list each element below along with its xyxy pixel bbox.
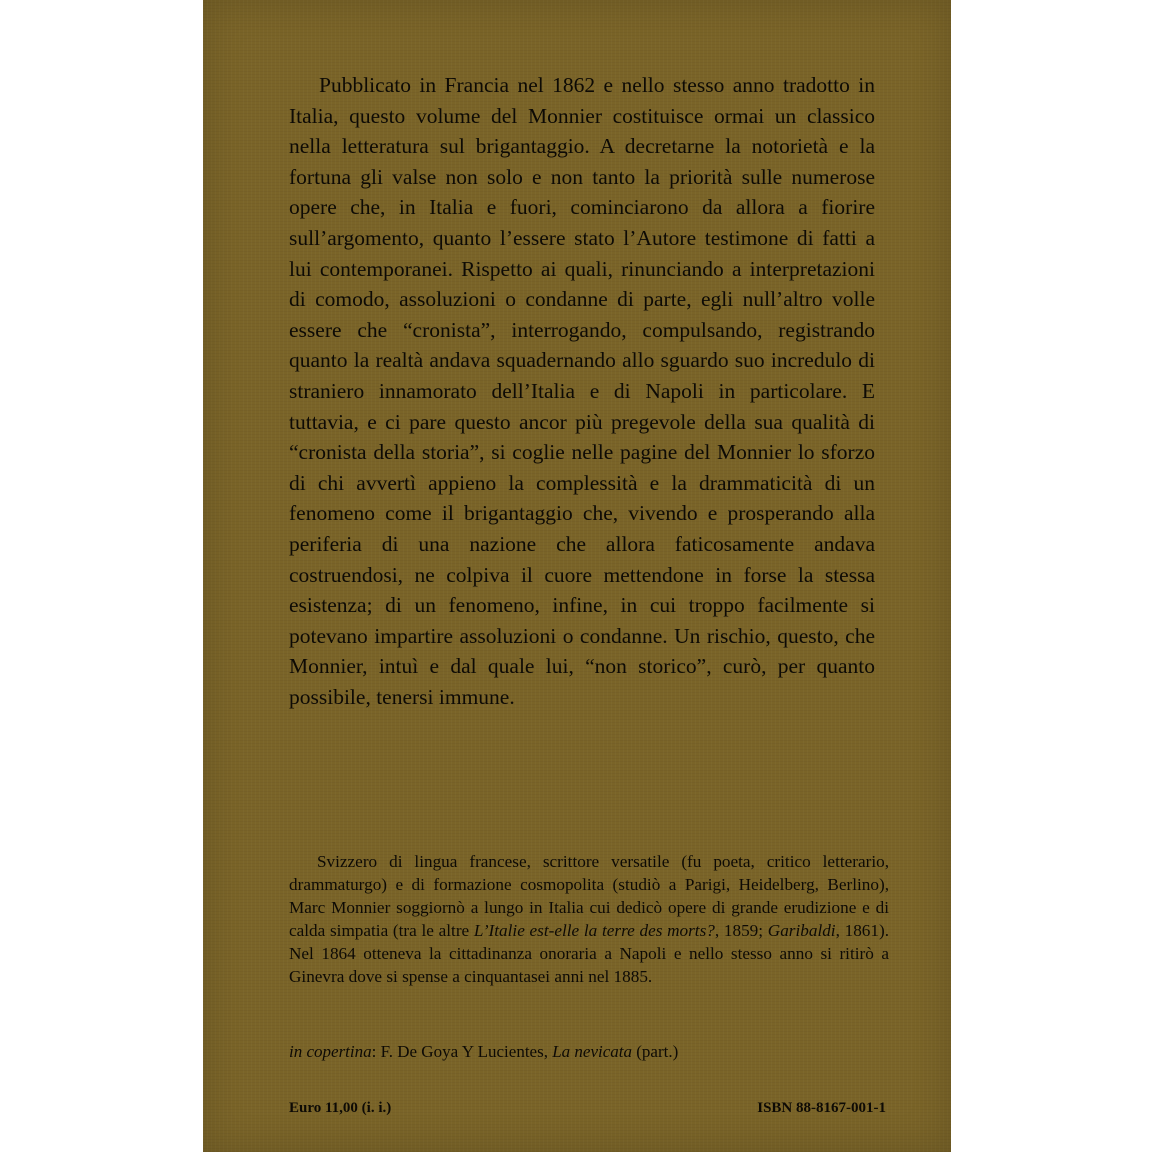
bio-work-title-2: Garibaldi — [767, 921, 836, 940]
credit-title: La nevicata — [552, 1042, 633, 1061]
price-label: Euro 11,00 (i. i.) — [289, 1100, 392, 1116]
blurb-paragraph: Pubblicato in Francia nel 1862 e nello stesso anno tradotto in Italia, questo volume del Monnier costituisce ormai un classico nella letteratura sul brigantaggio. A decretarne la notorietà e la fortuna gli valse non solo e non tanto la priorità sulle numerose opere che, in Italia e fuori, cominciarono da allora a fiorire sull’argomento, quanto l’essere stato l’Autore testimone di fatti a lui contemporanei. Rispetto ai quali, rinunciando a interpretazioni di comodo, assoluzioni o condanne di parte, egli null’altro volle essere che “cronista”, interrogando, compulsando, registrando quanto la realtà andava squadernando allo sguardo suo incredulo di straniero innamorato dell’Italia e di Napoli in particolare. E tuttavia, e ci pare questo ancor più pregevole della sua qualità di “cronista della storia”, si coglie nelle pagine del Monnier lo sforzo di chi avvertì appieno la complessità e la drammaticità di un fenomeno come il brigantaggio che, vivendo e prosperando alla periferia di una nazione che allora faticosamente andava costruendosi, ne colpiva il cuore mettendone in forse la stessa esistenza; di un fenomeno, infine, in cui troppo facilmente si potevano impartire assoluzioni o condanne. Un rischio, questo, che Monnier, intuì e dal quale lui, “non storico”, curò, per quanto possibile, tenersi immune. — [289, 73, 875, 709]
credit-colon: : — [371, 1042, 381, 1061]
author-bio — [289, 850, 889, 988]
bio-text-1: Svizzero di lingua francese, scrittore versatile (fu poeta, critico letterario, drammaturgo) e di formazione cosmopolita (studiò a Parigi, Heidelberg, Berlino), Marc Monnier soggiornò a lungo in Italia cui dedicò opere di grande erudizione e di calda simpatia (tra le altre — [289, 852, 889, 940]
bio-text-2: , 1859; — [714, 921, 768, 940]
isbn-label: ISBN 88-8167-001-1 — [757, 1100, 886, 1116]
credit-lead: in copertina — [289, 1042, 372, 1061]
credit-artist: F. De Goya Y Lucientes, — [380, 1042, 553, 1061]
credit-suffix: (part.) — [632, 1042, 679, 1061]
bio-work-title-1: L’Italie est-elle la terre des morts? — [473, 921, 715, 940]
bio-text-3: , 1861). Nel 1864 otteneva la cittadinanza onoraria a Napoli e nello stesso anno si ritirò a Ginevra dove si spense a cinquantasei anni nel 1885. — [289, 921, 890, 986]
book-back-cover — [203, 0, 951, 1152]
cover-credit — [289, 1041, 889, 1063]
